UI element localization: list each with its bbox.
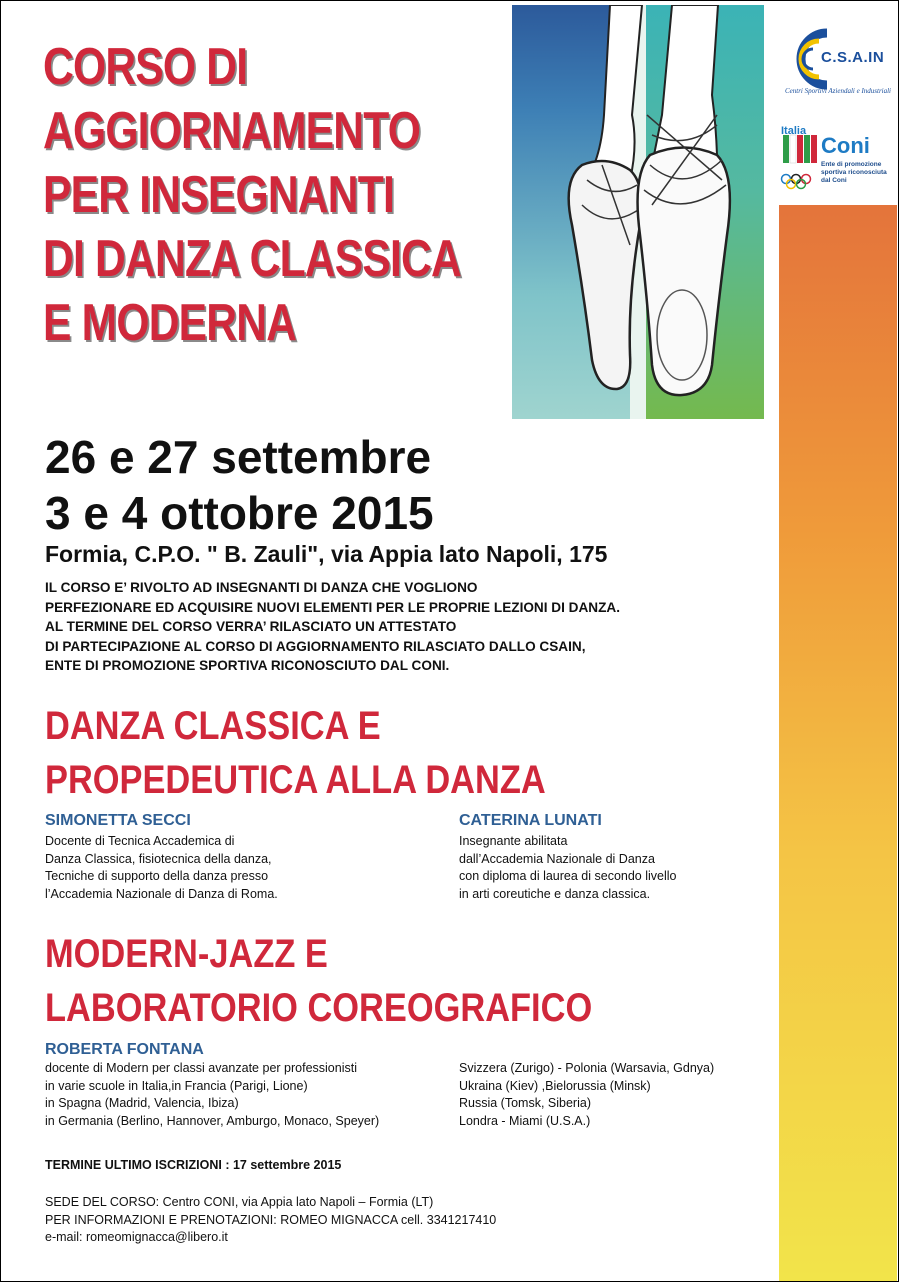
title-line: AGGIORNAMENTO	[43, 102, 421, 160]
teacher-name-lunati: CATERINA LUNATI	[459, 812, 602, 829]
intro-line: AL TERMINE DEL CORSO VERRA’ RILASCIATO UN ATTESTATO	[45, 619, 457, 634]
coni-italia-text: Italia	[781, 125, 807, 137]
teacher-desc-fontana-right	[459, 1060, 714, 1130]
coni-logo-text: Coni	[821, 133, 870, 158]
desc-line: Docente di Tecnica Accademica di	[45, 834, 235, 848]
pointe-shoes-icon	[512, 5, 764, 419]
footer-contacts	[45, 1194, 496, 1247]
desc-line: Svizzera (Zurigo) - Polonia (Warsavia, Gdnya)	[459, 1061, 715, 1075]
gradient-side-strip	[779, 205, 897, 1281]
intro-line: PERFEZIONARE ED ACQUISIRE NUOVI ELEMENTI PER LE PROPRIE LEZIONI DI DANZA.	[45, 599, 621, 615]
registration-deadline: TERMINE ULTIMO ISCRIZIONI : 17 settembre 2015	[45, 1158, 342, 1172]
teacher-name-secci: SIMONETTA SECCI	[45, 812, 191, 829]
event-place: Formia, C.P.O. " B. Zauli", via Appia lato Napoli, 175	[45, 541, 608, 567]
section-title-line: DANZA CLASSICA E	[45, 704, 381, 748]
teacher-name-fontana: ROBERTA FONTANA	[45, 1041, 204, 1058]
ballet-shoes-photo	[512, 5, 764, 419]
section-title-line: MODERN-JAZZ E	[45, 932, 328, 976]
desc-line: l’Accademia Nazionale di Danza di Roma.	[45, 886, 278, 901]
intro-line: DI PARTECIPAZIONE AL CORSO DI AGGIORNAMENTO RILASCIATO DALLO CSAIN,	[45, 638, 586, 654]
desc-line: Tecniche di supporto della danza presso	[45, 869, 269, 883]
event-dates	[45, 429, 434, 541]
footer-email[interactable]: e-mail: romeomignacca@libero.it	[45, 1230, 228, 1244]
footer-info: PER INFORMAZIONI E PRENOTAZIONI: ROMEO MIGNACCA cell. 3341217410	[45, 1212, 497, 1227]
footer-venue: SEDE DEL CORSO: Centro CONI, via Appia lato Napoli – Formia (LT)	[45, 1195, 434, 1209]
title-line: PER INSEGNANTI	[43, 166, 395, 224]
title-line: CORSO DI	[43, 38, 248, 96]
intro-line: IL CORSO E’ RIVOLTO AD INSEGNANTI DI DANZA CHE VOGLIONO	[45, 580, 478, 595]
teacher-desc-fontana-left	[45, 1060, 379, 1130]
desc-line: dall’Accademia Nazionale di Danza	[459, 851, 655, 866]
title-line: DI DANZA CLASSICA	[43, 230, 461, 288]
teacher-desc-lunati	[459, 833, 677, 903]
desc-line: Insegnante abilitata	[459, 834, 568, 848]
teacher-desc-secci	[45, 833, 278, 903]
section-modern-title	[45, 927, 647, 1035]
intro-text	[45, 578, 765, 676]
date-line-1: 26 e 27 settembre	[45, 431, 432, 483]
desc-line: Ukraina (Kiev) ,Bielorussia (Minsk)	[459, 1078, 651, 1093]
section-classica-title	[45, 699, 647, 807]
desc-line: in arti coreutiche e danza classica.	[459, 886, 651, 901]
section-title-line: LABORATORIO COREOGRAFICO	[45, 986, 593, 1030]
desc-line: con diploma di laurea di secondo livello	[459, 869, 677, 883]
intro-line: ENTE DI PROMOZIONE SPORTIVA RICONOSCIUTO DAL CONI.	[45, 658, 450, 673]
title-line: E MODERNA	[43, 294, 297, 352]
coni-logo-subtitle: Ente di promozione sportiva riconosciuta dal Coni	[821, 161, 887, 184]
main-title	[43, 35, 461, 355]
desc-line: Danza Classica, fisiotecnica della danza,	[45, 851, 272, 866]
csain-logo-text: C.S.A.IN	[821, 49, 885, 66]
desc-line: Russia (Tomsk, Siberia)	[459, 1096, 591, 1110]
desc-line: Londra - Miami (U.S.A.)	[459, 1113, 591, 1128]
csain-logo-subtitle: Centri Sportivi Aziendali e Industriali	[784, 87, 892, 95]
section-title-line: PROPEDEUTICA ALLA DANZA	[45, 758, 546, 802]
date-line-2: 3 e 4 ottobre 2015	[45, 487, 434, 539]
desc-line: in varie scuole in Italia,in Francia (Parigi, Lione)	[45, 1078, 308, 1093]
desc-line: in Germania (Berlino, Hannover, Amburgo, Monaco, Speyer)	[45, 1113, 380, 1128]
desc-line: docente di Modern per classi avanzate per professionisti	[45, 1061, 357, 1075]
desc-line: in Spagna (Madrid, Valencia, Ibiza)	[45, 1096, 239, 1110]
